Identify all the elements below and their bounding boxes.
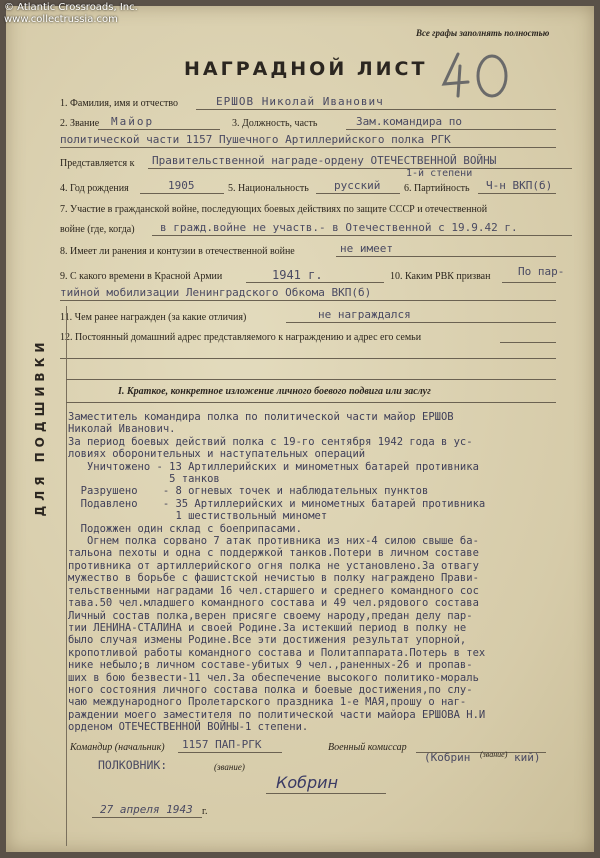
field-2-value: Майор: [111, 115, 155, 128]
story-line: кропотливой работы командного состава и Политаппарата.Потерь в тех: [68, 646, 486, 659]
story-line: 1 шестиствольный миномет: [68, 510, 328, 523]
sign-date: 27 апреля 1943: [100, 803, 193, 816]
field-11-value: не награждался: [318, 308, 411, 321]
commissar-signature: Кобрин: [276, 773, 339, 792]
story-line: нике небыло;в личном составе-убитых 9 чел.,раненных-26 и пропав-: [68, 659, 473, 672]
field-1-value: ЕРШОВ Николай Иванович: [216, 95, 384, 108]
commander-rank: ПОЛКОВНИК:: [98, 758, 168, 772]
presented-value: Правительственной награде-ордену ОТЕЧЕСТВЕННОЙ ВОЙНЫ: [152, 154, 497, 167]
story-line: раждении моего заместителя по политической части майора ЕРШОВА Н.И: [68, 708, 486, 721]
story-line: Огнем полка сорвано 7 атак противника из них-4 силою свыше ба-: [68, 535, 479, 548]
field-10-value-cont: тийной мобилизации Ленинградского Обкома ВКП(б): [60, 286, 372, 299]
field-1-label: 1. Фамилия, имя и отчество: [60, 98, 179, 109]
field-3-value: Зам.командира по: [356, 115, 462, 128]
commander-rank-label: (звание): [214, 762, 245, 772]
field-7-value: в гражд.войне не участв.- в Отечественной с 19.9.42 г.: [160, 221, 518, 234]
section-title: I. Краткое, конкретное изложение личного боевого подвига или заслуг: [118, 386, 431, 397]
watermark-line2: www.collectrussia.com: [4, 14, 118, 25]
binding-margin-line: [66, 306, 67, 846]
field-5-label: 5. Национальность: [228, 183, 309, 194]
story-line: Разрушено - 8 огневых точек и наблюдательных пунктов: [68, 485, 429, 498]
field-12-label: 12. Постоянный домашний адрес представляемого к награждению и адрес его семьи: [60, 332, 422, 343]
story-line: чаю международного Пролетарского праздника 1-е МАЯ,прошу о наг-: [68, 696, 467, 709]
story-line: тальона пехоты и одна с поддержкой танков.Потери в личном составе: [68, 547, 479, 560]
commander-label: Командир (начальник): [70, 742, 165, 753]
story-line: ловиях оборонительных и наступательных операций: [68, 448, 366, 461]
commander-value: 1157 ПАП-РГК: [182, 738, 262, 751]
fill-note: Все графы заполнять полностью: [416, 28, 550, 38]
story-line: ного состояния личного состава полка и боевые достижения,по слу-: [68, 683, 473, 696]
page-title: НАГРАДНОЙ ЛИСТ: [184, 58, 428, 80]
field-2-label: 2. Звание: [60, 118, 100, 129]
commissar-name-end: кий): [514, 751, 541, 764]
story-line: За период боевых действий полка с 19-го сентября 1942 года в ус-: [68, 435, 473, 448]
story-line: было случая измены Родине.Все эти достижения результат упорной,: [68, 634, 467, 647]
story-line: Заместитель командира полка по политической части майор ЕРШОВ: [68, 411, 454, 423]
commissar-rank-label: (звание): [480, 750, 508, 759]
field-10-label: 10. Каким РВК призван: [390, 271, 491, 282]
story-line: Уничтожено - 13 Артиллерийских и минометных батарей противника: [68, 460, 479, 473]
field-9-value: 1941 г.: [272, 268, 323, 282]
story-line: противника от артиллерийского огня полка не установлено.За отвагу: [68, 559, 479, 572]
field-7-label: 7. Участие в гражданской войне, последующих боевых действиях по защите СССР и отечественной: [60, 204, 488, 215]
story-line: Подожжен один склад с боеприпасами.: [68, 522, 302, 535]
field-9-label: 9. С какого времени в Красной Армии: [60, 271, 223, 282]
field-3-value-cont: политической части 1157 Пушечного Артиллерийского полка РГК: [60, 133, 451, 146]
field-8-label: 8. Имеет ли ранения и контузии в отечественной войне: [60, 246, 295, 257]
story-line: мужество в борьбе с фашистской нечистью в полку награждено Прави-: [68, 572, 479, 585]
story-line: тава.50 чел.младшего командного состава и 49 чел.рядового состава: [68, 597, 479, 610]
field-10-value: По пар-: [518, 265, 565, 278]
presented-label: Представляется к: [60, 158, 135, 169]
award-sheet: [4, 2, 594, 852]
field-5-value: русский: [334, 179, 381, 192]
handwritten-number: [438, 46, 528, 110]
story-line: орденом ОТЕЧЕСТВЕННОЙ ВОЙНЫ-1 степени.: [68, 721, 309, 734]
field-8-value: не имеет: [340, 242, 393, 255]
section-bottom-rule: [66, 402, 556, 403]
story-line: 5 танков: [68, 473, 220, 486]
presented-degree: 1-й степени: [406, 168, 473, 179]
feat-description: [68, 411, 588, 734]
watermark-line1: © Atlantic Crossroads, Inc.: [4, 2, 138, 13]
field-6-label: 6. Партийность: [404, 183, 470, 194]
story-line: Подавлено - 35 Артиллерийских и минометных батарей противника: [68, 497, 486, 510]
field-4-label: 4. Год рождения: [60, 183, 129, 194]
commissar-name: (Кобрин: [424, 751, 471, 764]
field-4-value: 1905: [168, 179, 195, 192]
story-line: тельственными наградами 16 чел.старшего и среднего командного сос: [68, 584, 479, 597]
story-line: Личный состав полка,верен присяге своему народу,предан делу пар-: [68, 609, 473, 622]
section-top-rule: [66, 379, 556, 380]
sign-date-year-suffix: г.: [202, 806, 208, 817]
field-7-label-cont: войне (где, когда): [60, 224, 135, 235]
story-line: Николай Иванович.: [68, 423, 176, 436]
pencil-number-icon: [438, 46, 528, 106]
field-3-label: 3. Должность, часть: [232, 118, 318, 129]
story-line: ших в бою безвести-11 чел.За обеспечение высокого политико-мораль: [68, 671, 479, 684]
side-binding-label: ДЛЯ ПОДШИВКИ: [33, 337, 47, 517]
field-6-value: Ч-н ВКП(б): [486, 179, 553, 192]
commissar-label: Военный комиссар: [328, 742, 407, 753]
story-line: тии ЛЕНИНА-СТАЛИНА и своей Родине.За истекший период в полку не: [68, 621, 467, 634]
field-11-label: 11. Чем ранее награжден (за какие отличия): [60, 312, 247, 323]
